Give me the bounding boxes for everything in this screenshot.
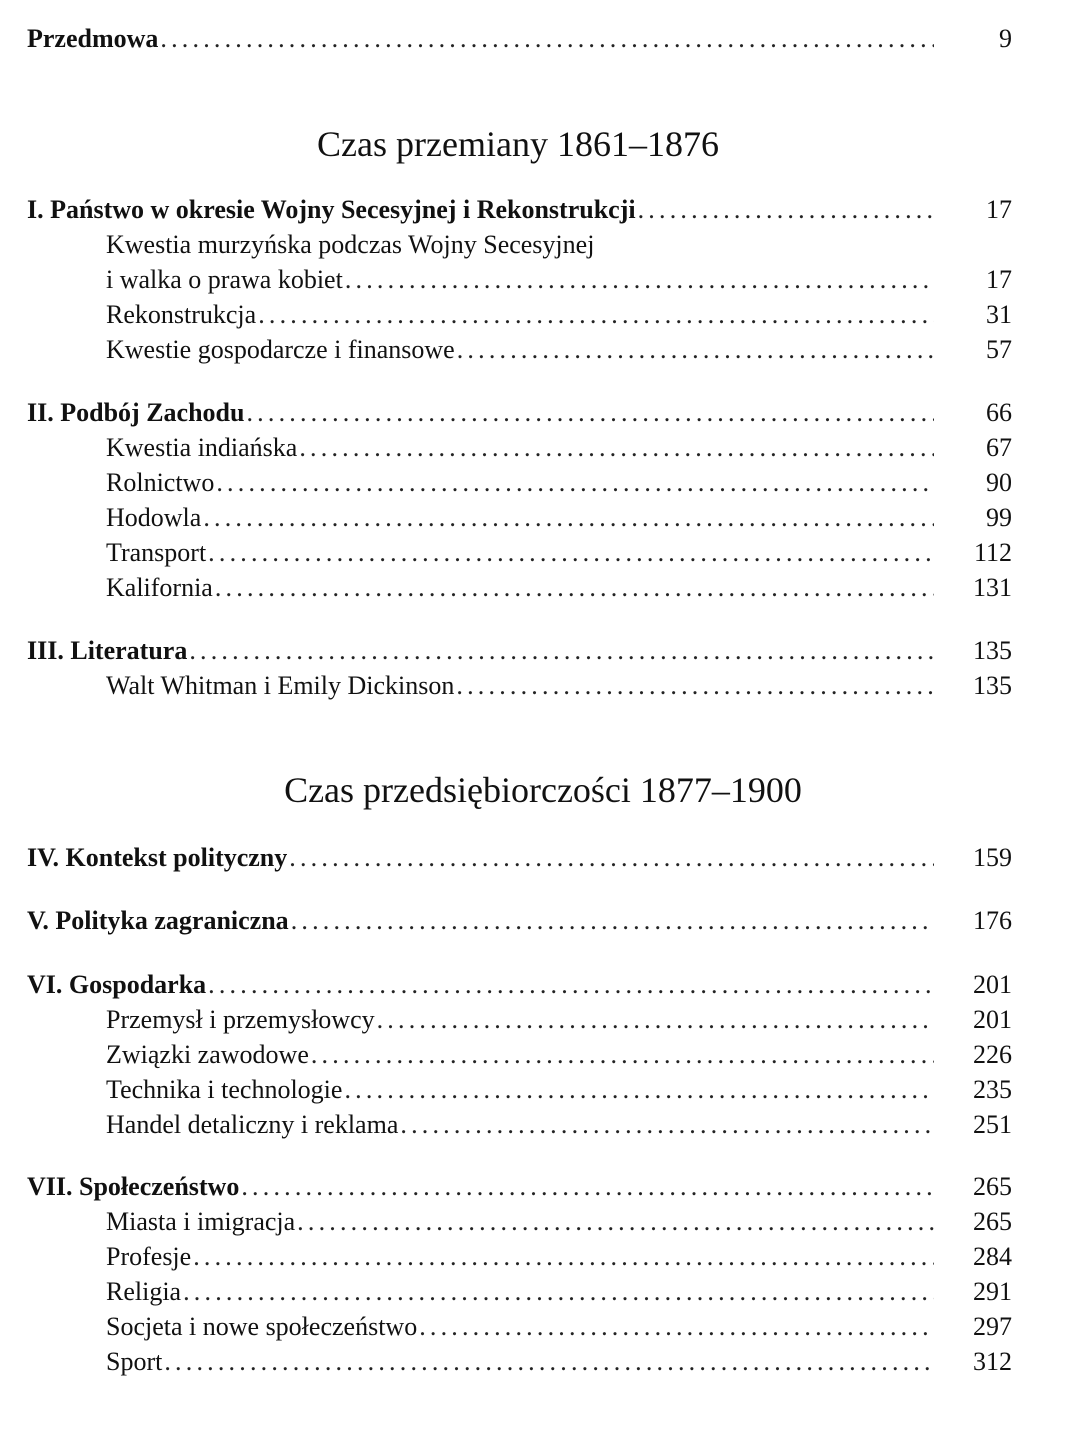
toc-entry-label: Sport xyxy=(106,1347,163,1376)
dot-leader xyxy=(291,904,934,938)
dot-leader xyxy=(419,1310,934,1344)
toc-subentry xyxy=(106,333,1012,367)
toc-page-number: 57 xyxy=(986,335,1012,364)
toc-entry-label: Przemysł i przemysłowcy xyxy=(106,1005,375,1034)
toc-entry-label: IV. Kontekst polityczny xyxy=(27,843,288,872)
section-title: Czas przedsiębiorczości 1877–1900 xyxy=(284,770,802,810)
toc-entry-label: Przedmowa xyxy=(27,24,159,53)
toc-page-number: 235 xyxy=(973,1075,1012,1104)
toc-subentry xyxy=(106,1108,1012,1142)
dot-leader xyxy=(160,22,934,56)
toc-subentry xyxy=(106,1073,1012,1107)
toc-page-number: 31 xyxy=(986,300,1012,329)
toc-subentry xyxy=(106,571,1012,605)
toc-entry-label: Związki zawodowe xyxy=(106,1040,309,1069)
toc-page-number: 9 xyxy=(999,24,1012,53)
toc-page-number: 265 xyxy=(973,1172,1012,1201)
toc-page-number: 131 xyxy=(973,573,1012,602)
toc-entry-label: Walt Whitman i Emily Dickinson xyxy=(106,671,455,700)
dot-leader xyxy=(246,396,934,430)
dot-leader xyxy=(241,1170,934,1204)
dot-leader xyxy=(297,1205,934,1239)
toc-subentry xyxy=(106,501,1012,535)
toc-page-number: 90 xyxy=(986,468,1012,497)
toc-entry-label: Kwestie gospodarcze i finansowe xyxy=(106,335,455,364)
toc-entry-label: Profesje xyxy=(106,1242,192,1271)
toc-entry-label: VII. Społeczeństwo xyxy=(27,1172,240,1201)
dot-leader xyxy=(208,968,934,1002)
toc-page-number: 297 xyxy=(973,1312,1012,1341)
dot-leader xyxy=(189,634,934,668)
toc-subentry xyxy=(106,466,1012,500)
toc-entry-label: I. Państwo w okresie Wojny Secesyjnej i Rekonstrukcji xyxy=(27,195,636,224)
toc-page-number: 265 xyxy=(973,1207,1012,1236)
toc-chapter-entry xyxy=(27,193,1012,227)
toc-page-number: 284 xyxy=(973,1242,1012,1271)
dot-leader xyxy=(183,1275,934,1309)
dot-leader xyxy=(216,466,934,500)
toc-entry-label: Kalifornia xyxy=(106,573,213,602)
toc-subentry xyxy=(106,669,1012,703)
toc-subentry xyxy=(106,1003,1012,1037)
dot-leader xyxy=(638,193,934,227)
dot-leader xyxy=(345,263,934,297)
toc-page-number: 17 xyxy=(986,195,1012,224)
toc-entry-label: Rekonstrukcja xyxy=(106,300,257,329)
dot-leader xyxy=(400,1108,934,1142)
toc-page-number: 201 xyxy=(973,1005,1012,1034)
toc-page-number: 135 xyxy=(973,636,1012,665)
toc-page-number: 135 xyxy=(973,671,1012,700)
toc-chapter-entry xyxy=(27,968,1012,1002)
toc-entry-label: Socjeta i nowe społeczeństwo xyxy=(106,1312,418,1341)
dot-leader xyxy=(456,669,934,703)
toc-entry-label: i walka o prawa kobiet xyxy=(106,265,343,294)
toc-page-number: 176 xyxy=(973,906,1012,935)
toc-subentry xyxy=(106,1240,1012,1274)
toc-entry-label: III. Literatura xyxy=(27,636,188,665)
dot-leader xyxy=(193,1240,934,1274)
toc-subentry xyxy=(106,1310,1012,1344)
toc-entry-label: Kwestia indiańska xyxy=(106,433,298,462)
toc-subentry xyxy=(106,263,1012,297)
toc-chapter-entry xyxy=(27,396,1012,430)
toc-entry-label: Miasta i imigracja xyxy=(106,1207,296,1236)
toc-page-number: 67 xyxy=(986,433,1012,462)
toc-page-number: 291 xyxy=(973,1277,1012,1306)
toc-subentry xyxy=(106,298,1012,332)
toc-entry-label: II. Podbój Zachodu xyxy=(27,398,245,427)
toc-page-number: 99 xyxy=(986,503,1012,532)
dot-leader xyxy=(289,841,934,875)
toc-page-number: 112 xyxy=(973,538,1012,567)
toc-subentry xyxy=(106,1345,1012,1379)
toc-page-number: 66 xyxy=(986,398,1012,427)
toc-entry-label: Religia xyxy=(106,1277,182,1306)
dot-leader xyxy=(344,1073,934,1107)
toc-page-number: 17 xyxy=(986,265,1012,294)
toc-entry-label: Transport xyxy=(106,538,207,567)
dot-leader xyxy=(258,298,934,332)
toc-chapter-entry xyxy=(27,1170,1012,1204)
toc-entry-label: VI. Gospodarka xyxy=(27,970,207,999)
dot-leader xyxy=(377,1003,934,1037)
dot-leader xyxy=(299,431,934,465)
section-title: Czas przemiany 1861–1876 xyxy=(317,124,719,164)
dot-leader xyxy=(311,1038,934,1072)
toc-subentry xyxy=(106,536,1012,570)
toc-page-number: 226 xyxy=(973,1040,1012,1069)
dot-leader xyxy=(215,571,934,605)
toc-page-number: 251 xyxy=(973,1110,1012,1139)
toc-page-number: 312 xyxy=(973,1347,1012,1376)
toc-subentry xyxy=(106,431,1012,465)
toc-entry-preface xyxy=(27,22,1012,56)
toc-chapter-entry xyxy=(27,841,1012,875)
toc-subentry xyxy=(106,1275,1012,1309)
toc-page-number: 201 xyxy=(973,970,1012,999)
toc-entry-label: V. Polityka zagraniczna xyxy=(27,906,289,935)
dot-leader xyxy=(203,501,934,535)
dot-leader xyxy=(164,1345,934,1379)
dot-leader xyxy=(457,333,934,367)
dot-leader xyxy=(208,536,934,570)
toc-entry-label: Rolnictwo xyxy=(106,468,215,497)
toc-entry-label: Hodowla xyxy=(106,503,202,532)
toc-chapter-entry xyxy=(27,634,1012,668)
toc-subentry xyxy=(106,1038,1012,1072)
toc-subentry xyxy=(106,1205,1012,1239)
toc-entry-label: Handel detaliczny i reklama xyxy=(106,1110,399,1139)
toc-chapter-entry xyxy=(27,904,1012,938)
toc-subentry-label-line1: Kwestia murzyńska podczas Wojny Secesyjnej xyxy=(106,230,595,259)
toc-page-number: 159 xyxy=(973,843,1012,872)
toc-entry-label: Technika i technologie xyxy=(106,1075,343,1104)
